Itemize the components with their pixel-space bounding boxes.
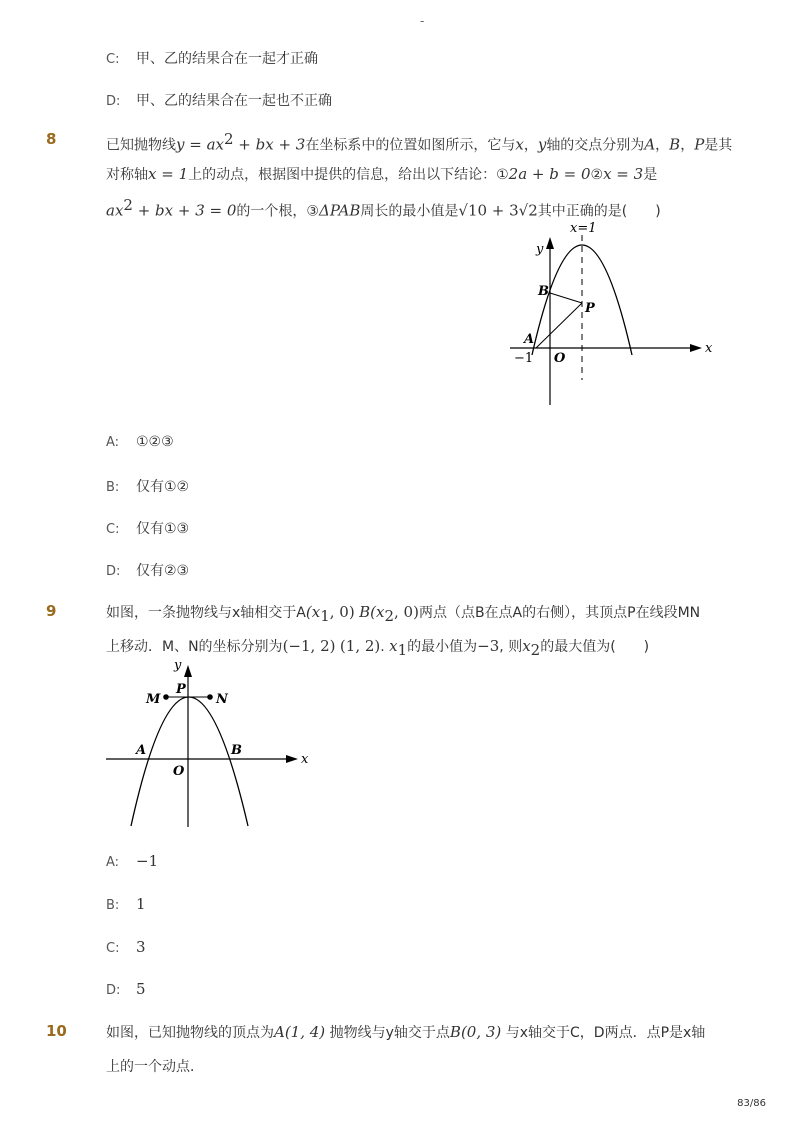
symmetry-axis-label: x=1	[570, 221, 597, 236]
text: 在坐标系中的位置如图所示，它与	[305, 137, 516, 154]
option-label: C:	[106, 52, 120, 67]
text: , 则	[499, 639, 523, 655]
q10-stem-line1	[106, 1022, 705, 1042]
q9-stem-line1	[106, 602, 700, 625]
option-label: B:	[106, 480, 120, 495]
page-top-mark: -	[420, 14, 425, 28]
text: 的最大值为( )	[540, 639, 650, 655]
option-label: D:	[106, 94, 121, 109]
math-sup: 2	[223, 130, 234, 148]
text: 轴的交点分别为	[546, 137, 645, 154]
math: + bx + 3 = 0	[132, 201, 237, 220]
y-axis-arrow-icon	[184, 665, 192, 677]
point-b-label: B	[538, 284, 549, 299]
text: 与x轴交于C，D两点．点P是x轴	[501, 1025, 706, 1041]
math: x = 3	[603, 165, 644, 183]
q9-option-a[interactable]	[106, 852, 158, 870]
text: 上的动点，根据图中提供的信息，给出以下结论：①	[188, 167, 509, 183]
math: y = ax	[176, 135, 224, 154]
option-text: 仅有①②	[136, 479, 190, 495]
point-n-dot	[207, 694, 213, 700]
q8-stem-line1	[106, 130, 732, 155]
option-text: −1	[136, 852, 159, 870]
math: x = 1	[148, 165, 189, 183]
q9-parabola-figure	[100, 655, 315, 830]
point-a-label: A	[136, 743, 147, 758]
math: , 0)	[329, 603, 355, 621]
q9-option-d[interactable]	[106, 980, 146, 998]
question-number-9: 9	[46, 602, 57, 620]
text: ，	[680, 137, 695, 154]
point-n-label: N	[216, 692, 228, 707]
math: A	[644, 135, 656, 154]
option-text: 1	[136, 895, 146, 913]
text: 的一个根，③	[236, 203, 319, 220]
text: 周长的最小值是	[360, 203, 459, 220]
point-b-label: B	[231, 743, 242, 758]
math: (−1, 2)	[282, 637, 336, 655]
q9-option-b[interactable]	[106, 895, 146, 913]
q8-parabola-figure	[500, 215, 730, 410]
math-sub: 2	[384, 606, 395, 625]
math: ΔPAB	[318, 201, 361, 220]
question-number-10: 10	[46, 1022, 67, 1040]
option-text: 仅有②③	[136, 563, 190, 579]
y-axis-label: y	[536, 242, 544, 257]
question-number-8: 8	[46, 130, 57, 148]
math: (x	[305, 603, 321, 621]
point-p-label: P	[176, 682, 186, 697]
q10-stem-line2: 上的一个动点．	[106, 1059, 204, 1075]
x-axis-arrow-icon	[286, 755, 298, 763]
text: 上移动．M、N的坐标分别为	[106, 639, 283, 655]
point-m-dot	[163, 694, 169, 700]
text: .	[380, 639, 390, 655]
segment-ap	[536, 303, 582, 348]
math: + bx + 3	[233, 135, 306, 154]
text: ②	[590, 167, 604, 183]
q7-option-d[interactable]	[106, 90, 332, 110]
point-m-label: M	[146, 692, 161, 707]
x-axis-arrow-icon	[690, 344, 702, 352]
point-a-label: A	[524, 332, 535, 347]
option-text: 甲、乙的结果合在一起才正确	[136, 51, 318, 67]
math: x	[389, 637, 398, 655]
page-number: 83/86	[737, 1098, 766, 1109]
math: B(0, 3)	[449, 1023, 502, 1041]
q8-option-a[interactable]	[106, 434, 174, 450]
math: A(1, 4)	[274, 1023, 326, 1041]
x-axis-label: x	[705, 341, 713, 356]
math-sub: 1	[320, 606, 330, 625]
parabola-curve	[131, 697, 248, 826]
x-axis-label: x	[301, 752, 309, 767]
q8-stem-line2	[106, 164, 657, 184]
option-label: A:	[106, 855, 120, 870]
option-label: C:	[106, 522, 120, 537]
text: 抛物线与y轴交于点	[325, 1025, 450, 1041]
text: 是	[643, 167, 658, 183]
math: 2a + b = 0	[508, 165, 591, 183]
option-text: 甲、乙的结果合在一起也不正确	[136, 93, 332, 109]
math: −3	[477, 637, 500, 655]
math: ax	[106, 201, 124, 220]
q7-option-c[interactable]	[106, 48, 318, 68]
option-text: 3	[136, 938, 146, 956]
q8-option-b[interactable]	[106, 476, 189, 496]
q8-option-d[interactable]	[106, 560, 189, 580]
q8-option-c[interactable]	[106, 518, 189, 538]
text: 的最小值为	[407, 639, 478, 655]
text: 已知抛物线	[106, 137, 176, 154]
option-label: B:	[106, 898, 120, 913]
math-sub: 2	[530, 640, 541, 659]
segment-bp	[550, 293, 582, 303]
option-label: D:	[106, 564, 121, 579]
q9-option-c[interactable]	[106, 938, 146, 956]
neg-one-label: −1	[514, 351, 534, 366]
origin-label: O	[173, 764, 185, 779]
math: B(x	[359, 603, 385, 621]
math: (1, 2)	[339, 637, 381, 655]
text: 对称轴	[106, 167, 148, 183]
math-sub: 1	[397, 640, 408, 659]
y-axis-label: y	[174, 658, 182, 673]
math: x	[515, 135, 524, 154]
text: 如图，一条抛物线与x轴相交于A	[106, 605, 306, 621]
text: ，	[523, 137, 538, 154]
math: √10 + 3√2	[458, 201, 538, 220]
text: 如图，已知抛物线的顶点为	[106, 1025, 274, 1041]
point-p-label: P	[585, 301, 595, 316]
text: 其中正确的是( )	[537, 203, 661, 220]
math: B	[669, 135, 681, 154]
math: x	[522, 637, 531, 655]
option-label: C:	[106, 941, 120, 956]
origin-label: O	[554, 351, 566, 366]
math: , 0)	[394, 603, 419, 621]
option-text: ①②③	[136, 434, 174, 450]
y-axis-arrow-icon	[546, 237, 554, 249]
math-sup: 2	[123, 196, 133, 214]
math: P	[694, 135, 705, 154]
math: y	[537, 135, 547, 154]
text: 两点（点B在点A的右侧），其顶点P在线段MN	[418, 605, 701, 621]
option-label: D:	[106, 983, 121, 998]
option-text: 仅有①③	[136, 521, 190, 537]
option-text: 5	[136, 980, 146, 998]
text: ，	[655, 137, 670, 154]
option-label: A:	[106, 435, 120, 450]
text: 是其	[704, 137, 733, 154]
